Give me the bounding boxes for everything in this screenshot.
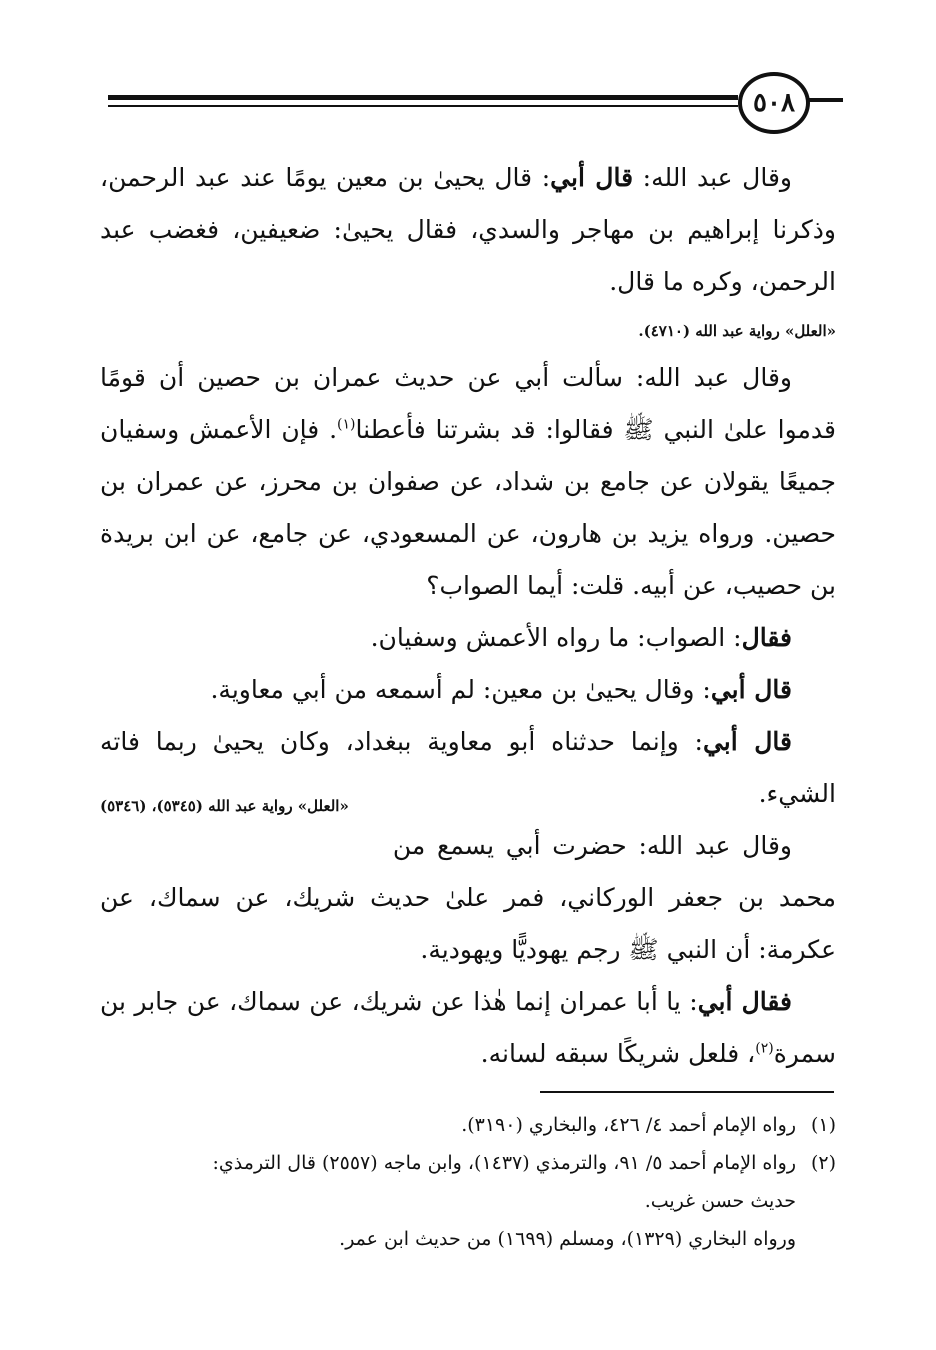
bold-phrase: قال أبي: [702, 727, 792, 756]
footnote-ref-1[interactable]: (١): [337, 416, 356, 433]
footnote-2-continued: حديث حسن غريب.: [644, 1190, 796, 1212]
footnote-2-continued: ورواه البخاري (١٣٢٩)، ومسلم (١٦٩٩) من حديث ابن عمر.: [339, 1228, 796, 1250]
page-header: [108, 72, 843, 142]
source-citation-2: «العلل» رواية عبد الله (٥٣٤٥)، (٥٣٤٦): [100, 797, 349, 815]
header-rule-right: [808, 98, 843, 102]
footnote-ref-2[interactable]: (٢): [755, 1040, 774, 1057]
paragraph-3: [100, 612, 836, 664]
footnote-text: رواه الإمام أحمد ٤/ ٤٢٦، والبخاري (٣١٩٠).: [461, 1114, 796, 1136]
header-rule-thick: [108, 95, 738, 100]
header-rule-thin: [108, 105, 738, 107]
text: : وقال يحيىٰ بن معين: لم أسمعه من أبي معاوية.: [210, 675, 711, 704]
text: : قال يحيىٰ بن معين يومًا عند عبد الرحمن، وذكرنا إبراهيم بن مهاجر والسدي، فقال يحيىٰ: ضعيفين، فغضب عبد الرحمن، وكره ما قال.: [100, 163, 836, 296]
bold-phrase: فقال أبي: [697, 987, 793, 1016]
text: وقال عبد الله: حضرت أبي يسمع من محمد بن جعفر الوركاني، فمر علىٰ حديث شريك، عن سماك، عن عكرمة: أن النبي ﷺ رجم يهوديًّا ويهودية.: [100, 831, 836, 964]
text: وقال عبد الله: سألت أبي عن حديث عمران بن حصين أن قومًا قدموا علىٰ النبي ﷺ فقالوا: قد بشرتنا فأعطنا: [100, 363, 836, 444]
text: : الصواب: ما رواه الأعمش وسفيان.: [370, 623, 742, 652]
footnotes: [100, 1106, 836, 1258]
main-text: [100, 152, 836, 1080]
bold-phrase: قال أبي: [710, 675, 792, 704]
paragraph-1: [100, 152, 836, 308]
source-citation-1: «العلل» رواية عبد الله (٤٧١٠).: [638, 322, 836, 340]
footnote-number: (٢): [810, 1152, 836, 1174]
paragraph-5: [100, 716, 836, 820]
text: : وإنما حدثناه أبو معاوية ببغداد، وكان يحيىٰ ربما فاته الشيء.: [100, 727, 836, 808]
text: . فإن الأعمش وسفيان جميعًا يقولان عن جامع بن شداد، عن صفوان بن محرز، عن عمران بن حصين. ورواه يزيد بن هارون، عن المسعودي، عن جامع، عن ابن بريدة بن حصيب، عن أبيه. قلت: أيما الصواب؟: [100, 415, 836, 600]
paragraph-6: [100, 820, 836, 976]
footnote-1: [100, 1106, 836, 1144]
page-number: ٥٠٨: [738, 72, 810, 134]
paragraph-2: [100, 352, 836, 612]
footnote-separator: [540, 1091, 834, 1093]
paragraph-7: [100, 976, 836, 1080]
footnote-number: (١): [810, 1114, 836, 1136]
footnote-text: رواه الإمام أحمد ٥/ ٩١، والترمذي (١٤٣٧)، وابن ماجه (٢٥٥٧) قال الترمذي:: [212, 1152, 796, 1174]
text: : يا أبا عمران إنما هٰذا عن شريك، عن سماك، عن جابر بن سمرة: [100, 987, 836, 1068]
bold-phrase: قال أبي: [550, 163, 634, 192]
footnote-2: [100, 1144, 836, 1182]
text: ، فلعل شريكًا سبقه لسانه.: [480, 1039, 756, 1068]
text: وقال عبد الله:: [633, 163, 792, 192]
paragraph-4: [100, 664, 836, 716]
bold-phrase: فقال: [741, 623, 792, 652]
